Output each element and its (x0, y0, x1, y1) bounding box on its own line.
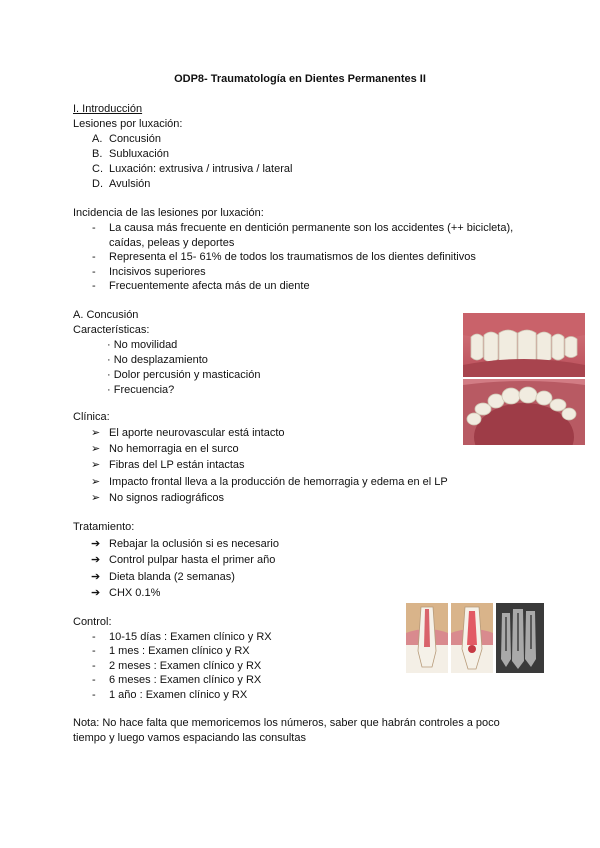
list-item: No hemorragia en el surco (109, 443, 239, 455)
arrow-bullet-icon: ➢ (91, 443, 101, 455)
list-item: Control pulpar hasta el primer año (109, 554, 276, 566)
list-item: 10-15 días : Examen clínico y RX (109, 631, 272, 643)
arrow-bullet-icon: ➢ (91, 459, 101, 471)
list-marker: - (92, 222, 96, 234)
list-marker: B. (92, 148, 103, 160)
section-heading-concusion: A. Concusión (73, 309, 139, 321)
list-item: Impacto frontal lleva a la producción de hemorragia y edema en el LP (109, 476, 448, 488)
list-marker: D. (92, 178, 103, 190)
xray-image (496, 603, 544, 673)
arrow-bullet-icon: ➔ (91, 554, 101, 566)
list-marker: - (92, 280, 96, 292)
teeth-photo-palatal (463, 379, 585, 445)
list-item: Rebajar la oclusión si es necesario (109, 538, 279, 550)
list-marker: - (92, 689, 96, 701)
list-item: Avulsión (109, 178, 151, 190)
list-item: 1 año : Examen clínico y RX (109, 689, 248, 701)
list-item: Representa el 15- 61% de todos los traumatismos de los dientes definitivos (109, 251, 476, 263)
list-item: 1 mes : Examen clínico y RX (109, 645, 250, 657)
list-marker: - (92, 266, 96, 278)
list-item: Subluxación (109, 148, 169, 160)
arrow-bullet-icon: ➔ (91, 571, 101, 583)
list-item-continuation: caídas, peleas y deportes (109, 237, 235, 249)
note-paragraph: Nota: No hace falta que memoricemos los números, saber que habrán controles a poco tiempo y luego vamos espaciando las consultas (73, 717, 500, 744)
control-label: Control: (73, 616, 112, 628)
document-title: ODP8- Traumatología en Dientes Permanentes II (174, 73, 426, 85)
teeth-photo-front (463, 313, 585, 377)
list-item: Dieta blanda (2 semanas) (109, 571, 235, 583)
tooth-diagram-injury (451, 603, 493, 673)
caracteristicas-label: Características: (73, 324, 150, 336)
list-marker: A. (92, 133, 103, 145)
list-item: 6 meses : Examen clínico y RX (109, 674, 262, 686)
list-marker: - (92, 251, 96, 263)
tratamiento-label: Tratamiento: (73, 521, 135, 533)
arrow-bullet-icon: ➢ (91, 492, 101, 504)
section-heading-introduccion: I. Introducción (73, 103, 143, 115)
lesiones-label: Lesiones por luxación: (73, 118, 183, 130)
list-marker: - (92, 645, 96, 657)
arrow-bullet-icon: ➔ (91, 538, 101, 550)
list-marker: - (92, 660, 96, 672)
list-item: Incisivos superiores (109, 266, 206, 278)
arrow-bullet-icon: ➢ (91, 427, 101, 439)
list-item: · No movilidad (107, 339, 178, 351)
list-item: · Dolor percusión y masticación (107, 369, 261, 381)
list-item: Concusión (109, 133, 161, 145)
arrow-bullet-icon: ➢ (91, 476, 101, 488)
list-marker: - (92, 631, 96, 643)
list-item: 2 meses : Examen clínico y RX (109, 660, 262, 672)
list-item: Luxación: extrusiva / intrusiva / lateral (109, 163, 293, 175)
incidencia-label: Incidencia de las lesiones por luxación: (73, 207, 264, 219)
list-item: CHX 0.1% (109, 587, 161, 599)
clinica-label: Clínica: (73, 411, 110, 423)
arrow-bullet-icon: ➔ (91, 587, 101, 599)
list-item: Fibras del LP están intactas (109, 459, 245, 471)
tooth-diagram-sagittal (406, 603, 448, 673)
list-item: Frecuentemente afecta más de un diente (109, 280, 310, 292)
list-item: · Frecuencia? (107, 384, 175, 396)
list-marker: - (92, 674, 96, 686)
list-item: No signos radiográficos (109, 492, 224, 504)
list-item: La causa más frecuente en dentición permanente son los accidentes (++ bicicleta), (109, 222, 514, 234)
list-item: El aporte neurovascular está intacto (109, 427, 285, 439)
list-item: · No desplazamiento (107, 354, 208, 366)
list-marker: C. (92, 163, 103, 175)
